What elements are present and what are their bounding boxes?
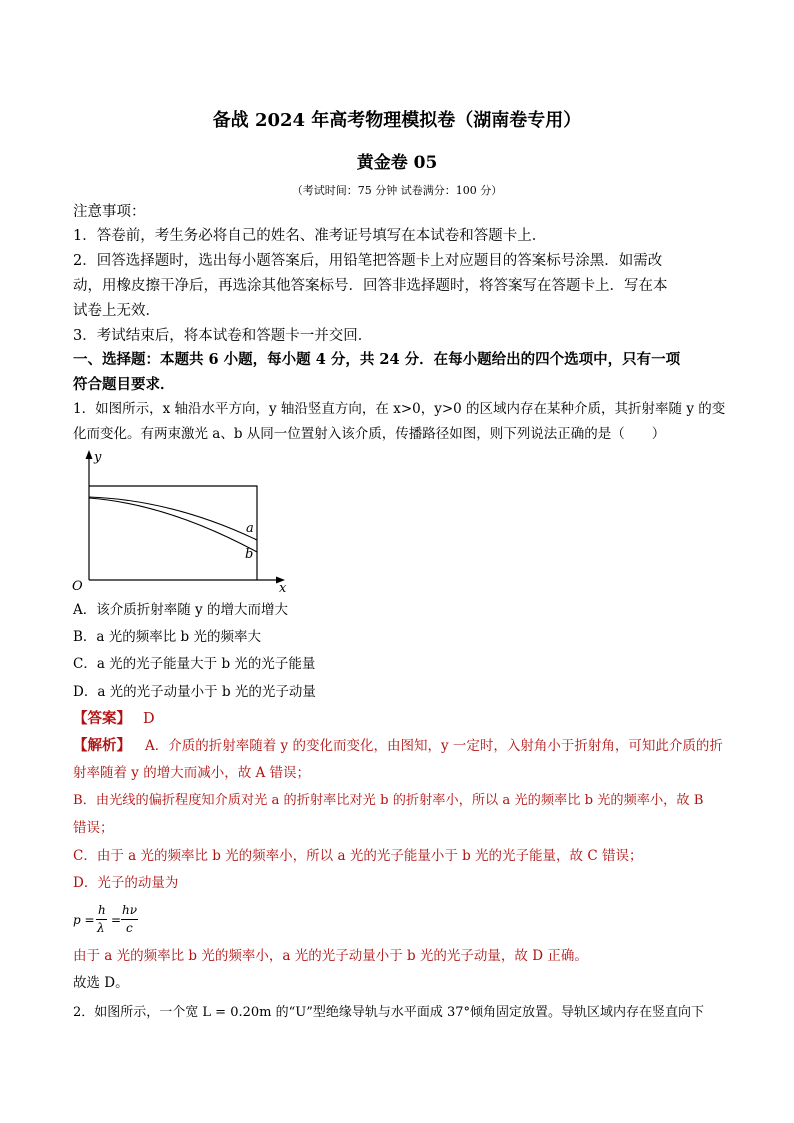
x-axis-label: x (279, 581, 287, 593)
formula-h: h (98, 903, 106, 917)
momentum-formula (73, 903, 153, 939)
section-heading-line-1: 一、选择题：本题共 6 小题，每小题 4 分，共 24 分．在每小题给出的四个选项中，只有一项 (73, 351, 681, 368)
q1-option-b: B．a 光的频率比 b 光的频率大 (73, 629, 261, 645)
analysis-b-line-2: 错误； (73, 820, 114, 836)
q1-stem-line-2: 化而变化。有两束激光 a、b 从同一位置射入该介质，传播路径如图，则下列说法正确的是（ ） (73, 426, 666, 442)
notice-item-2-line-3: 试卷上无效． (73, 303, 160, 319)
paper-subtitle: 黄金卷 05 (356, 153, 438, 173)
q1-option-c: C．a 光的光子能量大于 b 光的光子能量 (73, 656, 316, 672)
q1-stem-line-1: 1．如图所示，x 轴沿水平方向，y 轴沿竖直方向，在 x>0，y>0 的区域内存在某种介质，其折射率随 y 的变 (73, 401, 726, 417)
exam-info: （考试时间：75 分钟 试卷满分：100 分） (291, 184, 503, 197)
q1-figure (68, 448, 298, 593)
section-heading-line-2: 符合题目要求． (73, 376, 175, 393)
q1-option-a: A．该介质折射率随 y 的增大而增大 (73, 602, 288, 618)
ray-a-path (89, 497, 257, 540)
notice-item-3: 3．考试结束后，将本试卷和答题卡一并交回． (73, 328, 373, 344)
analysis-c: C．由于 a 光的频率比 b 光的频率小，所以 a 光的光子能量小于 b 光的光子能量，故 C 错误； (73, 848, 643, 864)
formula-c: c (126, 921, 133, 935)
ray-a-label: a (246, 521, 254, 536)
formula-hv: hν (122, 903, 138, 917)
answer-value: D (143, 711, 155, 727)
notice-item-2-line-2: 动，用橡皮擦干净后，再选涂其他答案标号．回答非选择题时，将答案写在答题卡上．写在本 (73, 278, 668, 294)
ray-b-label: b (245, 547, 254, 562)
paper-title: 备战 2024 年高考物理模拟卷（湖南卷专用） (212, 110, 582, 131)
analysis-a-line-1: A．介质的折射率随着 y 的变化而变化，由图知，y 一定时，入射角小于折射角，可知此介质的折 (145, 738, 723, 754)
analysis-final: 故选 D。 (73, 975, 129, 991)
fraction-bar-1 (96, 919, 107, 920)
notice-item-1: 1．答卷前，考生务必将自己的姓名、准考证号填写在本试卷和答题卡上． (73, 228, 547, 244)
answer-label: 【答案】 (73, 710, 131, 727)
notice-item-2-line-1: 2．回答选择题时，选出每小题答案后，用铅笔把答题卡上对应题目的答案标号涂黑．如需改 (73, 253, 663, 269)
analysis-b-line-1: B．由光线的偏折程度知介质对光 a 的折射率比对光 b 的折射率小，所以 a 光的频率比 b 光的频率小，故 B (73, 793, 704, 808)
formula-p: p = (73, 913, 95, 927)
origin-label: O (72, 579, 83, 593)
notice-heading: 注意事项： (73, 204, 146, 220)
analysis-d-line-2: 由于 a 光的频率比 b 光的频率小，a 光的光子动量小于 b 光的光子动量，故 D 正确。 (73, 948, 588, 964)
medium-boundary (89, 486, 257, 580)
formula-equals: = (111, 913, 122, 927)
q2-stem-line-1: 2．如图所示，一个宽 L = 0.20m 的“U”型绝缘导轨与水平面成 37°倾角固定放置。导轨区域内存在竖直向下 (73, 1005, 705, 1020)
formula-lambda: λ (97, 921, 105, 935)
analysis-d-line-1: D．光子的动量为 (73, 875, 179, 891)
ray-b-path (89, 498, 257, 552)
analysis-label: 【解析】 (73, 737, 131, 754)
q1-option-d: D．a 光的光子动量小于 b 光的光子动量 (73, 684, 316, 700)
fraction-bar-2 (121, 919, 138, 920)
y-axis-arrow-icon (86, 450, 93, 459)
y-axis-label: y (94, 450, 102, 465)
analysis-a-line-2: 射率随着 y 的增大而减小，故 A 错误； (73, 765, 311, 781)
